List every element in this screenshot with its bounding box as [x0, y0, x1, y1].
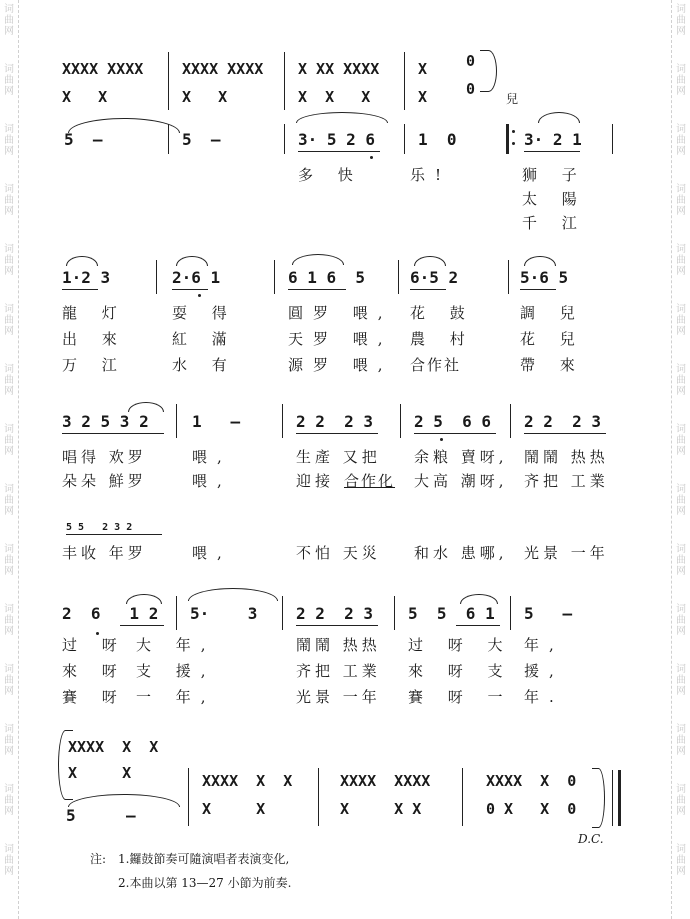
repeat-dot [512, 142, 515, 145]
lyric: 齐把 工業 [296, 662, 381, 680]
octave-dot [440, 438, 443, 441]
slur-arc [538, 112, 580, 123]
barline [176, 404, 177, 438]
small-notes: 5 5 2 3 2 [66, 522, 133, 533]
slur-arc [66, 256, 98, 266]
underline [520, 289, 556, 290]
barline [404, 124, 405, 154]
slur-arc [176, 256, 208, 266]
footnote-1: 1.鑼鼓節奏可隨演唱者表演变化, [118, 852, 290, 866]
watermark-text: 词 曲 网 [676, 4, 686, 37]
note-measure-12: 1 – [192, 412, 241, 431]
note-measure-10: 5·6 5 [520, 268, 569, 287]
watermark-text: 词 曲 网 [4, 4, 14, 37]
watermark-text: 词 曲 网 [676, 544, 686, 577]
footnote-label: 注: [90, 852, 107, 866]
perc-coda-m3-top: XXXX X 0 [486, 772, 577, 790]
watermark-text: 词 曲 网 [4, 544, 14, 577]
lyric: 迎接 [296, 472, 335, 490]
watermark-text: 词 曲 网 [676, 64, 686, 97]
barline [284, 124, 285, 154]
note-measure-4: 1 0 [418, 130, 457, 149]
note-coda-2: – [126, 806, 136, 825]
lyric: 余粮 賣呀, [414, 448, 508, 466]
watermark-text: 词 曲 网 [676, 844, 686, 877]
lyric: 喂, [192, 544, 232, 562]
watermark-text: 词 曲 网 [4, 424, 14, 457]
octave-dot [370, 156, 373, 159]
watermark-text: 词 曲 网 [4, 844, 14, 877]
note-measure-3: 3· 5 2 6 [298, 130, 376, 149]
watermark-text: 词 曲 网 [4, 124, 14, 157]
lyric: 大高 潮呀, [414, 472, 508, 490]
lyric: 圓罗 喂, [288, 304, 393, 322]
note-measure-19: 5 5 6 1 [408, 604, 495, 623]
lyric: 生產 又把 [296, 448, 381, 466]
perc-measure-3-bottom: X X X [298, 88, 371, 106]
lyric: 不怕 天災 [296, 544, 381, 562]
lyric: 唱得 欢罗 [62, 448, 147, 466]
lyric: 年. [524, 688, 564, 706]
underline [524, 151, 580, 152]
lyric: 齐把 工業 [524, 472, 609, 490]
note-measure-11: 3 2 5 3 2 [62, 412, 149, 431]
barline [508, 260, 509, 294]
lyric: 狮 子 [522, 166, 587, 184]
barline [394, 596, 395, 630]
note-measure-8: 6 1 6 5 [288, 268, 366, 287]
note-measure-13: 2 2 2 3 [296, 412, 374, 431]
watermark-text: 词 曲 网 [676, 784, 686, 817]
lyric: 光景 一年 [296, 688, 381, 706]
lyric: 丰收 年罗 [62, 544, 147, 562]
perc-measure-4-top: X [418, 60, 428, 78]
watermark-text: 词 曲 网 [676, 184, 686, 217]
note-measure-5: 3· 2 1 [524, 130, 582, 149]
perc-mark-label: 兒 [506, 92, 519, 106]
lyric: 賽 呀 [62, 688, 127, 706]
barline [274, 260, 275, 294]
underline [66, 534, 162, 535]
lyric: 賽 呀 一 [408, 688, 513, 706]
lyric: 朵朵 鮮罗 [62, 472, 147, 490]
lyric: 龍 灯 [62, 304, 127, 322]
barline [176, 596, 177, 630]
underline [456, 625, 500, 626]
tie-arc [188, 588, 278, 601]
slur-arc [128, 402, 164, 412]
lyric: 花 鼓 [410, 304, 475, 322]
lyric: 乐! [410, 166, 452, 184]
lyric: 年, [524, 636, 564, 654]
underline [172, 289, 208, 290]
perc-bracket-close [592, 768, 605, 828]
perc-top-coda: XXXX X X [68, 738, 159, 756]
tie-arc [68, 794, 180, 807]
perc-measure-4-bottom: X [418, 88, 428, 106]
barline [282, 404, 283, 438]
perc-bracket [480, 50, 497, 92]
lyric: 大 年, [136, 636, 216, 654]
perc-measure-1-top: XXXX XXXX [62, 60, 144, 78]
slur-arc [460, 594, 498, 604]
watermark-text: 词 曲 网 [676, 484, 686, 517]
lyric: 耍 得 [172, 304, 237, 322]
underline [524, 433, 606, 434]
watermark-text: 词 曲 网 [4, 184, 14, 217]
lyric: 鬧鬧 热热 [524, 448, 609, 466]
lyric: 農 村 [410, 330, 475, 348]
lyric: 太 陽 [522, 190, 587, 208]
lyric: 來 呀 [62, 662, 127, 680]
final-barline-thick [618, 770, 621, 826]
perc-coda-m1-bottom: X X [202, 800, 266, 818]
barline [188, 768, 189, 826]
watermark-text: 词 曲 网 [4, 304, 14, 337]
barline [510, 596, 511, 630]
lyric: 过 呀 [62, 636, 127, 654]
watermark-text: 词 曲 网 [676, 364, 686, 397]
repeat-dot [512, 130, 515, 133]
note-measure-15: 2 2 2 3 [524, 412, 602, 431]
underline [62, 433, 164, 434]
slur-arc [292, 254, 344, 265]
lyric: 多 快 [298, 166, 363, 184]
barline [462, 768, 463, 826]
barline [398, 260, 399, 294]
lyric: 一 年, [136, 688, 216, 706]
watermark-text: 词 曲 网 [4, 64, 14, 97]
barline [168, 52, 169, 110]
lyric: 过 呀 大 [408, 636, 513, 654]
barline [612, 124, 613, 154]
lyric: 合作社 [410, 356, 462, 374]
watermark-text: 词 曲 网 [4, 244, 14, 277]
lyric: 天罗 喂, [288, 330, 393, 348]
note-measure-20: 5 – [524, 604, 573, 623]
note-coda-1: 5 [66, 806, 76, 825]
underline [62, 289, 98, 290]
note-measure-1: 5 – [64, 130, 103, 149]
note-measure-6: 1·2 3 [62, 268, 111, 287]
perc-coda-m2-top: XXXX XXXX [340, 772, 431, 790]
perc-coda-m1-top: XXXX X X [202, 772, 293, 790]
slur-arc [414, 256, 446, 266]
watermark-text: 词 曲 网 [676, 304, 686, 337]
watermark-text: 词 曲 网 [4, 724, 14, 757]
slur-arc [126, 594, 162, 604]
lyric: 喂, [192, 472, 232, 490]
watermark-text: 词 曲 网 [676, 244, 686, 277]
barline [400, 404, 401, 438]
perc-coda-m3-bottom: 0 X X 0 [486, 800, 577, 818]
watermark-text: 词 曲 网 [4, 364, 14, 397]
watermark-text: 词 曲 网 [4, 784, 14, 817]
note-measure-2: 5 – [182, 130, 221, 149]
lyric: 來 呀 支 [408, 662, 513, 680]
perc-measure-3-top: X XX XXXX [298, 60, 380, 78]
watermark-text: 词 曲 网 [4, 664, 14, 697]
perc-measure-2-bottom: X X [182, 88, 228, 106]
lyric: 調 兒 [520, 304, 585, 322]
footnote-2: 2.本曲以第 13—27 小節为前奏. [118, 876, 292, 890]
lyric-underlined: 合作化 [344, 472, 396, 490]
watermark-text: 词 曲 网 [676, 124, 686, 157]
perc-rest-bottom: 0 [466, 80, 476, 98]
lyric: 花 兒 [520, 330, 585, 348]
lyric: 水 有 [172, 356, 237, 374]
barline [404, 52, 405, 110]
lyric: 光景 一年 [524, 544, 609, 562]
lyric: 千 江 [522, 214, 587, 232]
watermark-text: 词 曲 网 [676, 724, 686, 757]
perc-mid-coda: X X [68, 764, 132, 782]
watermark-text: 词 曲 网 [4, 484, 14, 517]
underline [298, 151, 380, 152]
lyric: 源罗 喂, [288, 356, 393, 374]
perc-rest-top: 0 [466, 52, 476, 70]
barline [318, 768, 319, 826]
note-measure-17: 5· 3 [190, 604, 258, 623]
slur-arc [524, 256, 556, 266]
lyric: 万 江 [62, 356, 127, 374]
repeat-barline [506, 124, 509, 154]
underline [288, 289, 346, 290]
lyric: 紅 滿 [172, 330, 237, 348]
barline [284, 52, 285, 110]
watermark-text: 词 曲 网 [676, 604, 686, 637]
watermark-text: 词 曲 网 [676, 424, 686, 457]
lyric: 支 援, [136, 662, 216, 680]
note-measure-16: 2 6 1 2 [62, 604, 159, 623]
underline [410, 289, 446, 290]
octave-dot [198, 294, 201, 297]
perc-measure-1-bottom: X X [62, 88, 108, 106]
slur-arc [296, 112, 388, 123]
underline [120, 625, 164, 626]
watermark-text: 词 曲 网 [676, 664, 686, 697]
underline [296, 625, 378, 626]
barline [282, 596, 283, 630]
perc-measure-2-top: XXXX XXXX [182, 60, 264, 78]
lyric: 和水 患哪, [414, 544, 508, 562]
note-measure-7: 2·6 1 [172, 268, 221, 287]
dc-marking: D.C. [578, 832, 604, 846]
note-measure-9: 6·5 2 [410, 268, 459, 287]
lyric: 鬧鬧 热热 [296, 636, 381, 654]
lyric: 帶 來 [520, 356, 585, 374]
barline [510, 404, 511, 438]
final-barline [612, 770, 613, 826]
note-measure-14: 2 5 6 6 [414, 412, 492, 431]
barline [156, 260, 157, 294]
underline [296, 433, 378, 434]
watermark-text: 词 曲 网 [4, 604, 14, 637]
barline [168, 124, 169, 154]
lyric: 喂, [192, 448, 232, 466]
lyric: 援, [524, 662, 564, 680]
lyric: 出 來 [62, 330, 127, 348]
underline [414, 433, 496, 434]
note-measure-18: 2 2 2 3 [296, 604, 374, 623]
perc-coda-m2-bottom: X X X [340, 800, 422, 818]
